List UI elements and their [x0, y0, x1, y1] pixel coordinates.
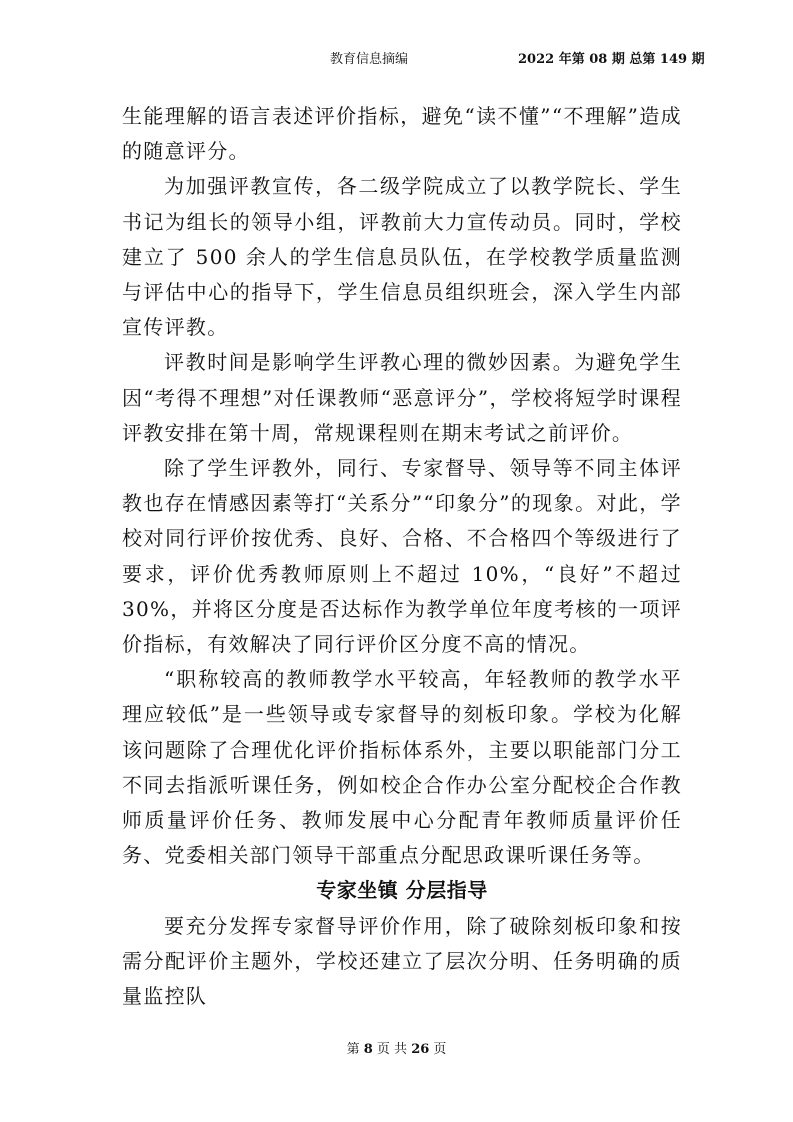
paragraph-peer-review: 除了学生评教外，同行、专家督导、领导等不同主体评教也存在情感因素等打“关系分”“印象分”的现象。对此，学校对同行评价按优秀、良好、合格、不合格四个等级进行了要求，评价优秀教师原则上不超过 10%，“良好”不超过 30%，并将区分度是否达标作为教学单位年度考核的一项评价指标，有效解决了同行评价区分度不高的情况。 — [122, 456, 682, 657]
page-footer — [0, 1041, 793, 1059]
paragraph-continued: 生能理解的语言表述评价指标，避免“读不懂”“不理解”造成的随意评分。 — [122, 104, 682, 164]
paragraph-timing: 评教时间是影响学生评教心理的微妙因素。为避免学生因“考得不理想”对任课教师“恶意评分”，学校将短学时课程评教安排在第十周，常规课程则在期末考试之前评价。 — [122, 350, 682, 445]
page-number: 8 — [363, 1042, 373, 1057]
paragraph-publicity: 为加强评教宣传，各二级学院成立了以教学院长、学生书记为组长的领导小组，评教前大力宣传动员。同时，学校建立了 500 余人的学生信息员队伍，在学校教学质量监测与评估中心的指导下，学生信息员组织班会，深入学生内部宣传评教。 — [122, 174, 682, 340]
issue-number: 2022 年第 08 期 总第 149 期 — [518, 52, 705, 67]
paragraph-stereotype: “职称较高的教师教学水平较高，年轻教师的教学水平理应较低”是一些领导或专家督导的刻板印象。学校为化解该问题除了合理优化评价指标体系外，主要以职能部门分工不同去指派听课任务，例如校企合作办公室分配校企合作教师质量评价任务、教师发展中心分配青年教师质量评价任务、党委相关部门领导干部重点分配思政课听课任务等。 — [122, 667, 682, 868]
page-header — [330, 50, 730, 70]
total-pages: 26 — [411, 1042, 430, 1057]
footer-middle: 页 共 — [376, 1042, 408, 1057]
article-body — [122, 99, 682, 1014]
paragraph-expert-supervision: 要充分发挥专家督导评价作用，除了破除刻板印象和按需分配评价主题外，学校还建立了层次分明、任务明确的质量监控队 — [122, 913, 682, 1009]
footer-suffix: 页 — [433, 1042, 447, 1057]
publication-name: 教育信息摘编 — [330, 52, 409, 67]
footer-prefix: 第 — [346, 1042, 360, 1057]
section-heading: 专家坐镇 分层指导 — [316, 878, 488, 903]
